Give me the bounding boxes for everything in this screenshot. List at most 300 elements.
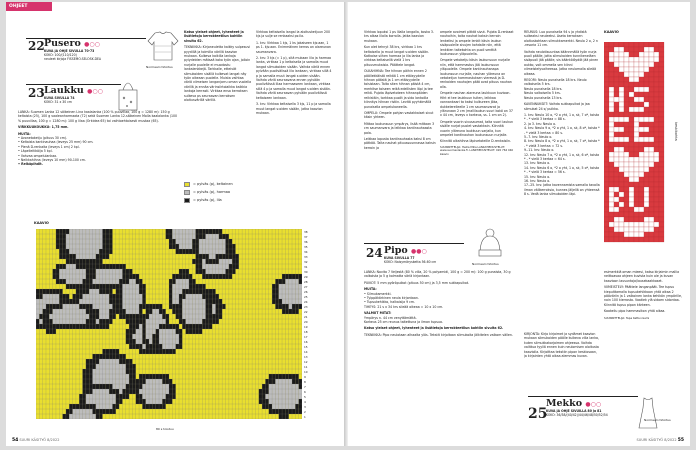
chart-cell <box>116 279 119 284</box>
chart-cell <box>644 182 649 187</box>
chart-cell <box>202 294 205 299</box>
chart-cell <box>76 259 79 264</box>
chart-cell <box>659 152 664 157</box>
legend-black <box>184 198 222 203</box>
instruction-paragraph: Neulo punaisella 18 krs. <box>524 86 563 91</box>
chart-cell <box>614 52 619 57</box>
chart-cell <box>624 42 629 47</box>
chart-cell <box>659 177 664 182</box>
chart-cell <box>639 67 644 72</box>
chart-cell <box>139 389 142 394</box>
chart-cell <box>39 309 42 314</box>
chart-cell <box>629 42 634 47</box>
chart-cell <box>614 97 619 102</box>
instruction-paragraph: RESORI: Neulo punaisella 18 krs. Neulo valkoisella 5 krs. <box>524 78 587 87</box>
chart-cell <box>659 197 664 202</box>
chart-cell <box>156 329 159 334</box>
chart-cell <box>66 319 69 324</box>
chart-cell <box>172 239 175 244</box>
chart-cell <box>295 309 298 314</box>
chart-cell <box>43 289 46 294</box>
chart-cell <box>614 72 619 77</box>
chart-cell <box>639 217 644 222</box>
chart-cell <box>132 274 135 279</box>
chart-cell <box>624 222 629 227</box>
chart-cell <box>96 269 99 274</box>
chart-cell <box>202 274 205 279</box>
chart-cell <box>176 324 179 329</box>
chart-cell <box>73 254 76 259</box>
chart-cell <box>624 137 629 142</box>
chart-cell <box>614 67 619 72</box>
chart-cell <box>79 319 82 324</box>
chart-cell <box>139 344 142 349</box>
chart-cell <box>56 304 59 309</box>
chart-cell <box>199 299 202 304</box>
chart-cell <box>139 399 142 404</box>
chart-cell <box>83 229 86 234</box>
chart-cell <box>614 212 619 217</box>
chart-cell <box>182 234 185 239</box>
chart-cell <box>282 404 285 409</box>
chart-cell <box>649 187 654 192</box>
chart-cell <box>624 167 629 172</box>
chart-cell <box>116 399 119 404</box>
chart-cell <box>272 409 275 414</box>
chart-cell <box>142 299 145 304</box>
chart-cell <box>629 182 634 187</box>
chart-cell <box>186 284 189 289</box>
chart-cell <box>53 319 56 324</box>
instruction-paragraph: 13. krs: Neulo o. <box>524 161 551 166</box>
chart-cell <box>192 239 195 244</box>
chart-cell <box>142 329 145 334</box>
chart-cell <box>639 122 644 127</box>
chart-cell <box>169 229 172 234</box>
chart-cell <box>169 289 172 294</box>
chart-cell <box>226 234 229 239</box>
chart-cell <box>282 294 285 299</box>
pipo-chart-title: KAAVIO <box>604 30 619 34</box>
chart-cell <box>116 264 119 269</box>
chart-cell <box>609 47 614 52</box>
chart-cell <box>73 324 76 329</box>
chart-cell <box>56 264 59 269</box>
chart-cell <box>609 177 614 182</box>
chart-cell <box>169 379 172 384</box>
chart-cell <box>129 284 132 289</box>
chart-cell <box>644 157 649 162</box>
chart-cell <box>116 309 119 314</box>
chart-cell <box>634 57 639 62</box>
chart-cell <box>103 364 106 369</box>
chart-cell <box>192 284 195 289</box>
chart-cell <box>186 299 189 304</box>
chart-cell <box>69 244 72 249</box>
chart-cell <box>126 319 129 324</box>
chart-cell <box>192 244 195 249</box>
chart-cell <box>162 329 165 334</box>
chart-cell <box>119 304 122 309</box>
instruction-paragraph: 5.-7. krs: Neulo o. <box>524 134 553 139</box>
chart-cell <box>103 394 106 399</box>
chart-cell <box>109 349 112 354</box>
chart-cell <box>149 384 152 389</box>
chart-cell <box>73 239 76 244</box>
chart-cell <box>96 239 99 244</box>
chart-cell <box>172 294 175 299</box>
chart-cell <box>282 309 285 314</box>
chart-cell <box>619 122 624 127</box>
chart-cell <box>116 359 119 364</box>
chart-cell <box>639 222 644 227</box>
chart-cell <box>179 289 182 294</box>
chart-cell <box>634 192 639 197</box>
chart-cell <box>216 314 219 319</box>
chart-cell <box>63 229 66 234</box>
chart-cell <box>83 244 86 249</box>
chart-cell <box>139 309 142 314</box>
laukku-paragraph: • Keltaista kantinauhaa (leveys 25 mm) 90 cm. <box>18 140 94 145</box>
chart-cell <box>139 374 142 379</box>
chart-cell <box>629 102 634 107</box>
chart-cell <box>96 404 99 409</box>
chart-cell <box>629 212 634 217</box>
chart-cell <box>129 359 132 364</box>
chart-cell <box>624 152 629 157</box>
pipo-paragraph: Korkeus 25 cm reunus taitettuna ja ilman tupsua. <box>364 320 443 325</box>
chart-cell <box>122 369 125 374</box>
chart-cell <box>212 294 215 299</box>
chart-cell <box>66 414 69 419</box>
chart-cell <box>604 57 609 62</box>
chart-cell <box>89 359 92 364</box>
chart-cell <box>265 399 268 404</box>
instruction-paragraph: 1. krs: Neulo 10 o, *2 o yht, 1 o, sk, 7 o*, toista * - * vielä 3 kertaa = 88 s. <box>524 112 600 122</box>
chart-cell <box>624 132 629 137</box>
chart-cell <box>189 314 192 319</box>
chart-cell <box>644 217 649 222</box>
chart-cell <box>109 279 112 284</box>
chart-cell <box>614 197 619 202</box>
instruction-paragraph: 4. krs: Neulo 9 o, *2 o yht, 1 o, sk, 8 o*, toista * - * vielä 3 kertaa = 80 s. <box>524 126 600 135</box>
chart-cell <box>149 344 152 349</box>
chart-cell <box>46 319 49 324</box>
pipo-number: 24 <box>366 246 383 260</box>
chart-cell <box>189 239 192 244</box>
chart-cell <box>169 299 172 304</box>
sweater-sketch <box>146 30 180 62</box>
chart-cell <box>99 239 102 244</box>
chart-cell <box>83 304 86 309</box>
chart-cell <box>644 92 649 97</box>
chart-cell <box>285 309 288 314</box>
chart-cell <box>126 379 129 384</box>
chart-cell <box>269 389 272 394</box>
chart-cell <box>186 324 189 329</box>
chart-cell <box>624 92 629 97</box>
chart-cell <box>659 117 664 122</box>
chart-cell <box>619 162 624 167</box>
chart-cell <box>624 192 629 197</box>
chart-cell <box>279 409 282 414</box>
chart-cell <box>219 304 222 309</box>
chart-cell <box>289 289 292 294</box>
chart-cell <box>644 127 649 132</box>
chart-cell <box>209 274 212 279</box>
chart-cell <box>654 157 659 162</box>
chart-cell <box>139 394 142 399</box>
chart-cell <box>126 359 129 364</box>
chart-cell <box>186 314 189 319</box>
chart-cell <box>262 394 265 399</box>
chart-cell <box>299 284 302 289</box>
chart-cell <box>86 289 89 294</box>
chart-cell <box>659 122 664 127</box>
chart-cell <box>109 229 112 234</box>
row-number: 16 <box>304 339 308 344</box>
legend-swatch <box>184 190 190 195</box>
chart-cell <box>79 249 82 254</box>
chart-cell <box>106 289 109 294</box>
chart-cell <box>649 112 654 117</box>
chart-cell <box>265 379 268 384</box>
chart-cell <box>199 264 202 269</box>
chart-cell <box>654 152 659 157</box>
chart-cell <box>146 389 149 394</box>
chart-cell <box>644 57 649 62</box>
chart-cell <box>639 172 644 177</box>
chart-cell <box>146 349 149 354</box>
chart-cell <box>212 304 215 309</box>
chart-cell <box>629 82 634 87</box>
row-number: 1 <box>304 414 306 419</box>
chart-cell <box>634 107 639 112</box>
chart-cell <box>109 284 112 289</box>
chart-cell <box>122 279 125 284</box>
chart-cell <box>226 249 229 254</box>
chart-cell <box>83 264 86 269</box>
chart-cell <box>654 72 659 77</box>
chart-cell <box>629 62 634 67</box>
chart-cell <box>79 239 82 244</box>
row-number: 4 <box>304 399 306 404</box>
chart-cell <box>659 162 664 167</box>
chart-cell <box>149 339 152 344</box>
chart-cell <box>146 379 149 384</box>
chart-cell <box>152 394 155 399</box>
chart-cell <box>122 314 125 319</box>
chart-cell <box>199 314 202 319</box>
chart-cell <box>59 244 62 249</box>
chart-cell <box>119 399 122 404</box>
chart-cell <box>639 197 644 202</box>
chart-cell <box>43 314 46 319</box>
chart-cell <box>53 294 56 299</box>
chart-cell <box>93 414 96 419</box>
chart-cell <box>649 62 654 67</box>
chart-cell <box>162 374 165 379</box>
chart-cell <box>609 147 614 152</box>
chart-cell <box>179 274 182 279</box>
chart-cell <box>109 299 112 304</box>
chart-cell <box>89 389 92 394</box>
chart-cell <box>126 394 129 399</box>
chart-cell <box>219 234 222 239</box>
chart-cell <box>142 404 145 409</box>
pipo-paragraph: TIHEYS: 21 s x 34 krs sileää oikeaa = 10 x 10 cm. <box>364 304 444 309</box>
chart-cell <box>76 324 79 329</box>
chart-cell <box>93 254 96 259</box>
chart-cell <box>654 197 659 202</box>
laukku-number: 23 <box>28 86 45 100</box>
chart-cell <box>649 142 654 147</box>
chart-cell <box>99 394 102 399</box>
chart-cell <box>654 167 659 172</box>
chart-cell <box>86 359 89 364</box>
instruction-paragraph: KAVENNUKSET: Vaihda sukkapuikot ja jaa silmukat 24 s/ puikko. <box>524 102 590 111</box>
chart-cell <box>639 212 644 217</box>
chart-cell <box>295 304 298 309</box>
chart-cell <box>644 227 649 232</box>
chart-cell <box>212 254 215 259</box>
chart-cell <box>46 324 49 329</box>
chart-cell <box>66 274 69 279</box>
chart-cell <box>93 399 96 404</box>
chart-cell <box>136 324 139 329</box>
chart-cell <box>629 187 634 192</box>
chart-cell <box>159 384 162 389</box>
chart-cell <box>634 152 639 157</box>
chart-cell <box>604 192 609 197</box>
chart-cell <box>634 142 639 147</box>
chart-cell <box>609 107 614 112</box>
chart-cell <box>229 274 232 279</box>
chart-cell <box>604 47 609 52</box>
chart-cell <box>136 379 139 384</box>
chart-cell <box>166 394 169 399</box>
chart-cell <box>206 244 209 249</box>
chart-cell <box>99 399 102 404</box>
chart-cell <box>162 339 165 344</box>
chart-cell <box>89 409 92 414</box>
chart-cell <box>192 229 195 234</box>
legend-label: = pylväs (p), harmaa <box>193 190 231 194</box>
chart-cell <box>206 239 209 244</box>
chart-cell <box>285 299 288 304</box>
chart-cell <box>209 324 212 329</box>
chart-cell <box>169 384 172 389</box>
instruction-paragraph: REUNUS: Luo punaisella 94 s ja yhdistä sulkeaksi neuleeksi. Aseta kerroksen aloituskohtaan silmukkamerkki. Neulo 2 o, 2 n -resoria 11 cm. <box>524 30 598 48</box>
chart-cell <box>639 177 644 182</box>
chart-cell <box>69 324 72 329</box>
chart-cell <box>146 334 149 339</box>
chart-cell <box>116 384 119 389</box>
chart-cell <box>212 299 215 304</box>
chart-cell <box>119 264 122 269</box>
chart-cell <box>654 217 659 222</box>
chart-cell <box>112 379 115 384</box>
chart-cell <box>109 264 112 269</box>
chart-cell <box>644 177 649 182</box>
chart-cell <box>634 172 639 177</box>
chart-cell <box>159 379 162 384</box>
chart-cell <box>275 299 278 304</box>
chart-cell <box>69 239 72 244</box>
chart-cell <box>649 107 654 112</box>
left-folio <box>12 438 59 443</box>
chart-cell <box>53 304 56 309</box>
chart-cell <box>106 279 109 284</box>
chart-cell <box>119 269 122 274</box>
chart-cell <box>112 404 115 409</box>
chart-cell <box>152 304 155 309</box>
chart-cell <box>644 77 649 82</box>
chart-cell <box>96 374 99 379</box>
chart-cell <box>639 42 644 47</box>
chart-cell <box>83 314 86 319</box>
chart-cell <box>136 319 139 324</box>
pipo-instructions-col3 <box>524 30 600 330</box>
chart-cell <box>614 162 619 167</box>
chart-cell <box>129 324 132 329</box>
chart-cell <box>192 299 195 304</box>
chart-cell <box>219 229 222 234</box>
laukku-continued-col1 <box>364 30 436 240</box>
chart-cell <box>59 249 62 254</box>
chart-cell <box>106 354 109 359</box>
chart-cell <box>162 344 165 349</box>
chart-cell <box>604 207 609 212</box>
chart-cell <box>644 202 649 207</box>
chart-cell <box>619 112 624 117</box>
chart-cell <box>192 279 195 284</box>
chart-cell <box>186 319 189 324</box>
chart-cell <box>86 279 89 284</box>
chart-cell <box>206 299 209 304</box>
chart-cell <box>199 239 202 244</box>
chart-cell <box>659 187 664 192</box>
chart-cell <box>212 229 215 234</box>
chart-cell <box>285 304 288 309</box>
pipo-title <box>384 245 427 256</box>
chart-cell <box>644 107 649 112</box>
chart-cell <box>269 374 272 379</box>
instruction-paragraph: 14. krs: Neulo 6 o, *2 o yht, 1 o, sk, 5 o*, toista * - * vielä 3 kertaa = 56 s. <box>524 165 600 175</box>
chart-cell <box>634 97 639 102</box>
chart-cell <box>639 142 644 147</box>
chart-cell <box>63 414 66 419</box>
chart-cell <box>142 304 145 309</box>
chart-cell <box>634 157 639 162</box>
chart-cell <box>282 394 285 399</box>
chart-cell <box>624 47 629 52</box>
chart-cell <box>116 349 119 354</box>
chart-cell <box>196 314 199 319</box>
chart-cell <box>99 289 102 294</box>
chart-cell <box>129 374 132 379</box>
chart-cell <box>219 309 222 314</box>
general-note: Katso yleiset ohjeet, lyhenteet ja lisätietoja kerrokteetilun kohtiin sivulta 62. <box>184 30 244 43</box>
chart-cell <box>649 167 654 172</box>
chart-cell <box>604 107 609 112</box>
chart-cell <box>63 269 66 274</box>
chart-cell <box>79 299 82 304</box>
magazine-name: SUURI KÄSITYÖ 8/2022 <box>636 438 677 442</box>
difficulty-dots: ●○○ <box>84 41 100 48</box>
chart-cell <box>86 244 89 249</box>
row-number: 12 <box>304 359 308 364</box>
